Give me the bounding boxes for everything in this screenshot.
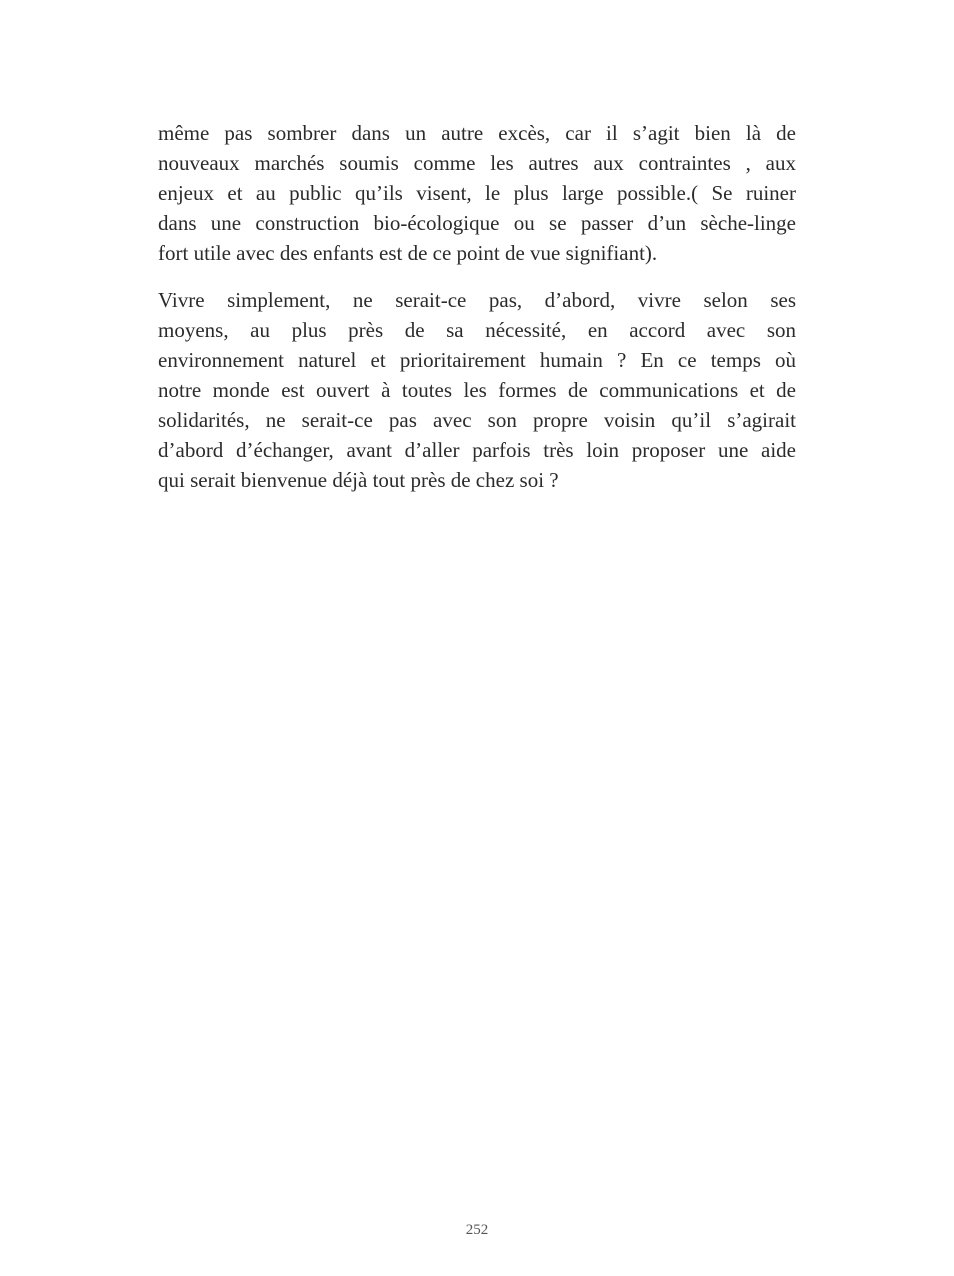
page-number: 252 <box>465 1222 489 1238</box>
text-line: fort utile avec des enfants est de ce point de vue signifiant). <box>158 241 658 265</box>
text-line: enjeux et au public qu’ils visent, le plus large possible.( Se ruiner <box>158 181 796 205</box>
text-line: dans une construction bio-écologique ou se passer d’un sèche-linge <box>158 211 796 235</box>
text-line: notre monde est ouvert à toutes les formes de communications et de <box>158 378 796 402</box>
text-line: solidarités, ne serait-ce pas avec son propre voisin qu’il s’agirait <box>158 408 796 432</box>
text-line: même pas sombrer dans un autre excès, car il s’agit bien là de <box>158 121 796 145</box>
text-line: Vivre simplement, ne serait-ce pas, d’abord, vivre selon ses <box>158 288 796 312</box>
paragraph-1 <box>158 118 796 268</box>
text-line: moyens, au plus près de sa nécessité, en accord avec son <box>158 318 796 342</box>
paragraph-spacing <box>158 268 796 285</box>
text-line: nouveaux marchés soumis comme les autres aux contraintes , aux <box>158 151 796 175</box>
text-line: d’abord d’échanger, avant d’aller parfois très loin proposer une aide <box>158 438 796 462</box>
text-line: qui serait bienvenue déjà tout près de chez soi ? <box>158 468 559 492</box>
text-line: environnement naturel et prioritairement humain ? En ce temps où <box>158 348 796 372</box>
paragraph-2 <box>158 285 796 495</box>
body-text <box>158 118 796 495</box>
